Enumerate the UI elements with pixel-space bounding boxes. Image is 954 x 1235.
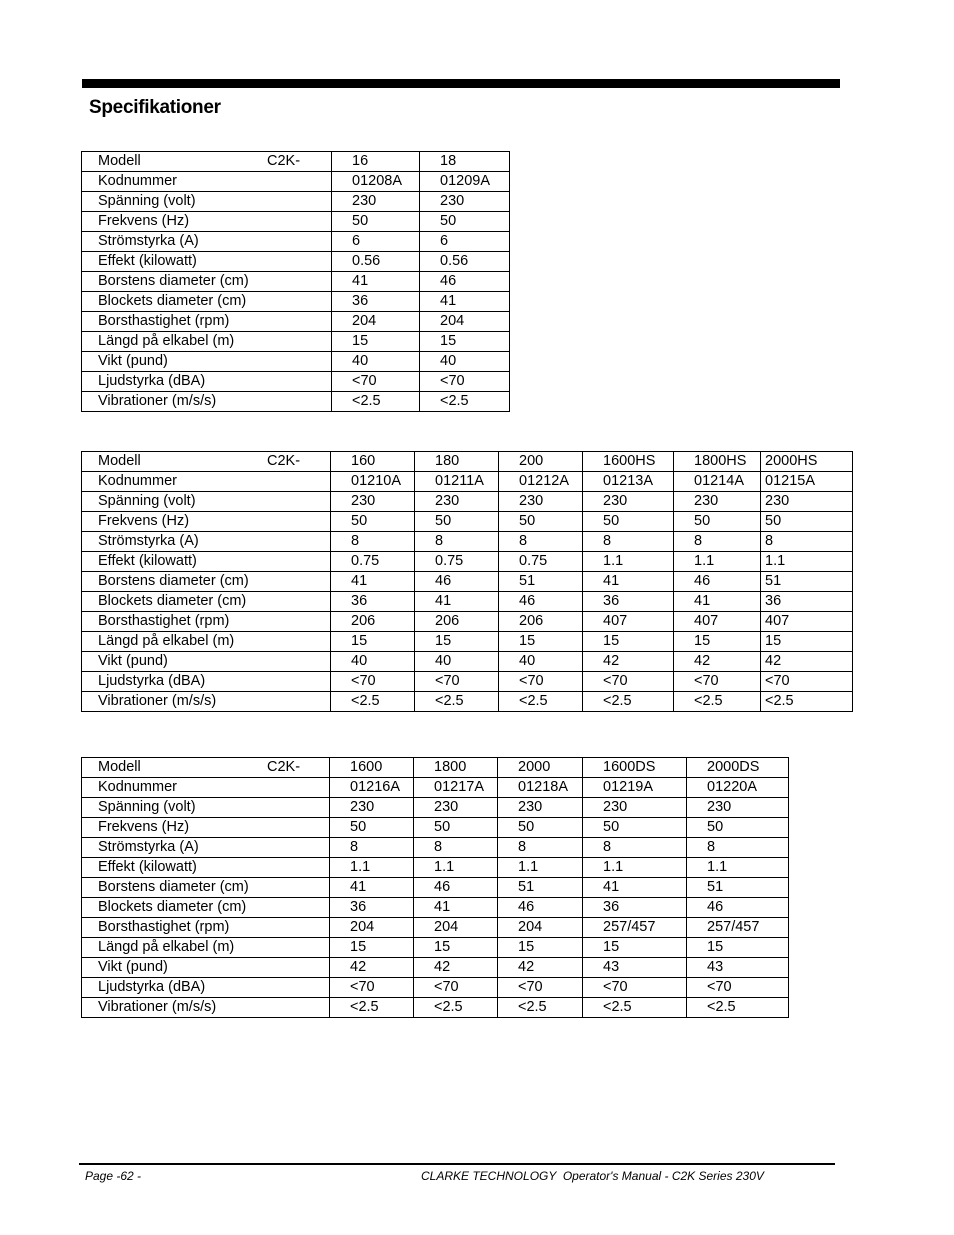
footer-rule	[79, 1163, 835, 1165]
spec-label-cell: Spänning (volt)	[82, 492, 331, 512]
spec-value-cell: 41	[583, 572, 674, 592]
spec-value-cell: 50	[414, 818, 498, 838]
table-row	[82, 472, 853, 492]
spec-value-cell: <70	[330, 978, 414, 998]
header-row	[82, 758, 789, 778]
spec-value-cell: 40	[331, 652, 415, 672]
model-prefix: C2K-	[267, 153, 301, 169]
spec-value-cell: 01220A	[687, 778, 789, 798]
spec-value-cell: 41	[332, 272, 420, 292]
spec-value-cell: 1.1	[687, 858, 789, 878]
table-row	[82, 958, 789, 978]
spec-value-cell: <70	[583, 672, 674, 692]
spec-value-cell: 43	[583, 958, 687, 978]
spec-value-cell: <70	[420, 372, 510, 392]
spec-label-cell: Borstens diameter (cm)	[82, 272, 332, 292]
page-title: Specifikationer	[89, 97, 221, 118]
model-number-cell: 16	[332, 152, 420, 172]
spec-value-cell: 8	[583, 532, 674, 552]
top-rule	[82, 79, 840, 88]
spec-label-cell: Ljudstyrka (dBA)	[82, 978, 330, 998]
spec-value-cell: 51	[498, 878, 583, 898]
spec-label-cell: Frekvens (Hz)	[82, 512, 331, 532]
spec-value-cell: <70	[332, 372, 420, 392]
spec-value-cell: 36	[332, 292, 420, 312]
table-row	[82, 192, 510, 212]
spec-value-cell: 8	[331, 532, 415, 552]
spec-value-cell: 0.75	[415, 552, 499, 572]
model-header-cell	[82, 152, 332, 172]
spec-value-cell: 50	[420, 212, 510, 232]
spec-value-cell: 230	[674, 492, 761, 512]
spec-value-cell: 407	[674, 612, 761, 632]
spec-label-cell: Strömstyrka (A)	[82, 838, 330, 858]
spec-label-cell: Effekt (kilowatt)	[82, 252, 332, 272]
spec-value-cell: 407	[761, 612, 853, 632]
spec-value-cell: 15	[761, 632, 853, 652]
spec-value-cell: 40	[415, 652, 499, 672]
spec-value-cell: 41	[415, 592, 499, 612]
spec-value-cell: <2.5	[687, 998, 789, 1018]
table-row	[82, 352, 510, 372]
model-number-cell: 1600	[330, 758, 414, 778]
spec-value-cell: 230	[415, 492, 499, 512]
spec-table-3	[81, 757, 789, 1018]
spec-value-cell: <2.5	[583, 998, 687, 1018]
spec-label-cell: Längd på elkabel (m)	[82, 938, 330, 958]
table-row	[82, 692, 853, 712]
spec-value-cell: 230	[331, 492, 415, 512]
spec-value-cell: 230	[414, 798, 498, 818]
table-row	[82, 512, 853, 532]
spec-value-cell: 46	[498, 898, 583, 918]
spec-value-cell: <2.5	[420, 392, 510, 412]
spec-table-2	[81, 451, 853, 712]
spec-value-cell: <2.5	[332, 392, 420, 412]
spec-value-cell: 8	[761, 532, 853, 552]
spec-value-cell: 01214A	[674, 472, 761, 492]
spec-label-cell: Längd på elkabel (m)	[82, 332, 332, 352]
table-row	[82, 632, 853, 652]
spec-value-cell: 204	[414, 918, 498, 938]
spec-label-cell: Borsthastighet (rpm)	[82, 312, 332, 332]
spec-value-cell: 01209A	[420, 172, 510, 192]
table-row	[82, 392, 510, 412]
spec-value-cell: 15	[498, 938, 583, 958]
footer-document-title: CLARKE TECHNOLOGY Operator's Manual - C2K Series 230V	[421, 1169, 764, 1183]
spec-value-cell: <70	[498, 978, 583, 998]
spec-value-cell: 51	[499, 572, 583, 592]
spec-value-cell: 0.75	[331, 552, 415, 572]
spec-value-cell: 46	[499, 592, 583, 612]
spec-value-cell: 1.1	[583, 858, 687, 878]
spec-value-cell: <2.5	[498, 998, 583, 1018]
spec-value-cell: <2.5	[583, 692, 674, 712]
spec-value-cell: <2.5	[674, 692, 761, 712]
spec-value-cell: 1.1	[761, 552, 853, 572]
spec-label-cell: Kodnummer	[82, 472, 331, 492]
spec-label-cell: Ljudstyrka (dBA)	[82, 672, 331, 692]
spec-value-cell: 230	[761, 492, 853, 512]
spec-value-cell: 01216A	[330, 778, 414, 798]
spec-value-cell: 36	[761, 592, 853, 612]
spec-label-cell: Vikt (pund)	[82, 958, 330, 978]
spec-value-cell: 36	[583, 898, 687, 918]
spec-value-cell: 50	[687, 818, 789, 838]
spec-value-cell: 50	[674, 512, 761, 532]
spec-label-cell: Längd på elkabel (m)	[82, 632, 331, 652]
table-row	[82, 672, 853, 692]
spec-value-cell: 15	[414, 938, 498, 958]
spec-value-cell: 230	[687, 798, 789, 818]
spec-label-cell: Blockets diameter (cm)	[82, 898, 330, 918]
spec-value-cell: 230	[499, 492, 583, 512]
spec-value-cell: 206	[415, 612, 499, 632]
spec-value-cell: 40	[332, 352, 420, 372]
spec-value-cell: 1.1	[414, 858, 498, 878]
spec-value-cell: 01219A	[583, 778, 687, 798]
spec-value-cell: 1.1	[583, 552, 674, 572]
spec-value-cell: 50	[415, 512, 499, 532]
spec-value-cell: 42	[498, 958, 583, 978]
table-row	[82, 592, 853, 612]
model-prefix: C2K-	[267, 453, 301, 469]
table-row	[82, 312, 510, 332]
table-row	[82, 532, 853, 552]
table-row	[82, 212, 510, 232]
spec-label-cell: Vikt (pund)	[82, 352, 332, 372]
spec-value-cell: 257/457	[687, 918, 789, 938]
spec-label-cell: Frekvens (Hz)	[82, 818, 330, 838]
spec-label-cell: Blockets diameter (cm)	[82, 592, 331, 612]
model-number-cell: 1800	[414, 758, 498, 778]
spec-label-cell: Vibrationer (m/s/s)	[82, 998, 330, 1018]
spec-value-cell: 15	[330, 938, 414, 958]
spec-value-cell: <70	[415, 672, 499, 692]
table-row	[82, 652, 853, 672]
spec-value-cell: 50	[761, 512, 853, 532]
spec-value-cell: 42	[414, 958, 498, 978]
spec-value-cell: <70	[499, 672, 583, 692]
header-row	[82, 452, 853, 472]
spec-label-cell: Strömstyrka (A)	[82, 232, 332, 252]
model-label: Modell	[98, 759, 141, 775]
spec-label-cell: Blockets diameter (cm)	[82, 292, 332, 312]
spec-value-cell: 36	[330, 898, 414, 918]
spec-value-cell: 8	[583, 838, 687, 858]
spec-value-cell: 50	[332, 212, 420, 232]
spec-value-cell: 15	[420, 332, 510, 352]
spec-value-cell: 01218A	[498, 778, 583, 798]
table-row	[82, 818, 789, 838]
spec-value-cell: 15	[499, 632, 583, 652]
spec-value-cell: 230	[583, 492, 674, 512]
spec-value-cell: 204	[420, 312, 510, 332]
spec-value-cell: 51	[687, 878, 789, 898]
spec-label-cell: Vibrationer (m/s/s)	[82, 692, 331, 712]
spec-label-cell: Borstens diameter (cm)	[82, 572, 331, 592]
spec-value-cell: 46	[420, 272, 510, 292]
spec-value-cell: 230	[330, 798, 414, 818]
table-row	[82, 292, 510, 312]
table-row	[82, 858, 789, 878]
spec-value-cell: 41	[674, 592, 761, 612]
table-row	[82, 232, 510, 252]
spec-value-cell: 0.56	[332, 252, 420, 272]
model-label: Modell	[98, 453, 141, 469]
spec-value-cell: 43	[687, 958, 789, 978]
spec-value-cell: 01215A	[761, 472, 853, 492]
spec-value-cell: 15	[687, 938, 789, 958]
table-row	[82, 938, 789, 958]
model-number-cell: 160	[331, 452, 415, 472]
spec-value-cell: 46	[414, 878, 498, 898]
table-row	[82, 978, 789, 998]
spec-value-cell: 41	[330, 878, 414, 898]
footer-page-number: Page -62 -	[85, 1169, 142, 1183]
spec-label-cell: Borsthastighet (rpm)	[82, 612, 331, 632]
model-header-cell	[82, 758, 330, 778]
model-number-cell: 1600HS	[583, 452, 674, 472]
spec-value-cell: 41	[420, 292, 510, 312]
spec-value-cell: <70	[331, 672, 415, 692]
header-row	[82, 152, 510, 172]
spec-label-cell: Vikt (pund)	[82, 652, 331, 672]
spec-value-cell: 50	[331, 512, 415, 532]
table-row	[82, 838, 789, 858]
spec-value-cell: 6	[332, 232, 420, 252]
spec-value-cell: 41	[331, 572, 415, 592]
spec-value-cell: 230	[420, 192, 510, 212]
model-number-cell: 2000	[498, 758, 583, 778]
spec-label-cell: Kodnummer	[82, 172, 332, 192]
spec-value-cell: 206	[499, 612, 583, 632]
spec-value-cell: 407	[583, 612, 674, 632]
spec-table-1	[81, 151, 510, 412]
spec-value-cell: 36	[583, 592, 674, 612]
table-row	[82, 778, 789, 798]
spec-value-cell: 01212A	[499, 472, 583, 492]
spec-value-cell: <70	[583, 978, 687, 998]
spec-label-cell: Effekt (kilowatt)	[82, 858, 330, 878]
model-label: Modell	[98, 153, 141, 169]
spec-value-cell: 01208A	[332, 172, 420, 192]
spec-value-cell: 15	[415, 632, 499, 652]
spec-value-cell: 206	[331, 612, 415, 632]
model-number-cell: 180	[415, 452, 499, 472]
spec-value-cell: 15	[331, 632, 415, 652]
spec-value-cell: 230	[498, 798, 583, 818]
table-row	[82, 492, 853, 512]
spec-value-cell: 50	[498, 818, 583, 838]
spec-value-cell: 41	[414, 898, 498, 918]
model-number-cell: 2000HS	[761, 452, 853, 472]
spec-value-cell: 8	[414, 838, 498, 858]
spec-label-cell: Spänning (volt)	[82, 798, 330, 818]
spec-value-cell: 15	[674, 632, 761, 652]
table-row	[82, 878, 789, 898]
spec-value-cell: 0.75	[499, 552, 583, 572]
spec-value-cell: 204	[498, 918, 583, 938]
spec-value-cell: <2.5	[499, 692, 583, 712]
spec-value-cell: 50	[330, 818, 414, 838]
table-row	[82, 898, 789, 918]
spec-value-cell: 46	[674, 572, 761, 592]
model-number-cell: 2000DS	[687, 758, 789, 778]
spec-value-cell: 01213A	[583, 472, 674, 492]
model-prefix: C2K-	[267, 759, 301, 775]
spec-value-cell: 230	[332, 192, 420, 212]
spec-value-cell: 8	[687, 838, 789, 858]
spec-value-cell: 50	[583, 512, 674, 532]
spec-value-cell: 8	[415, 532, 499, 552]
spec-value-cell: <2.5	[415, 692, 499, 712]
table-row	[82, 918, 789, 938]
spec-value-cell: <2.5	[414, 998, 498, 1018]
spec-value-cell: <70	[761, 672, 853, 692]
spec-value-cell: <2.5	[761, 692, 853, 712]
spec-value-cell: 15	[332, 332, 420, 352]
spec-value-cell: 46	[687, 898, 789, 918]
table-row	[82, 998, 789, 1018]
model-number-cell: 1600DS	[583, 758, 687, 778]
spec-label-cell: Ljudstyrka (dBA)	[82, 372, 332, 392]
spec-label-cell: Borstens diameter (cm)	[82, 878, 330, 898]
model-header-cell	[82, 452, 331, 472]
spec-value-cell: 50	[499, 512, 583, 532]
spec-label-cell: Effekt (kilowatt)	[82, 552, 331, 572]
spec-value-cell: <2.5	[330, 998, 414, 1018]
spec-value-cell: 40	[499, 652, 583, 672]
spec-value-cell: 6	[420, 232, 510, 252]
spec-value-cell: 204	[332, 312, 420, 332]
spec-value-cell: 1.1	[330, 858, 414, 878]
model-number-cell: 18	[420, 152, 510, 172]
spec-value-cell: <70	[674, 672, 761, 692]
spec-value-cell: 41	[583, 878, 687, 898]
spec-value-cell: 15	[583, 938, 687, 958]
table-row	[82, 552, 853, 572]
spec-value-cell: <70	[414, 978, 498, 998]
spec-label-cell: Spänning (volt)	[82, 192, 332, 212]
spec-value-cell: 42	[330, 958, 414, 978]
spec-value-cell: 36	[331, 592, 415, 612]
spec-label-cell: Borsthastighet (rpm)	[82, 918, 330, 938]
spec-value-cell: 1.1	[498, 858, 583, 878]
spec-value-cell: 1.1	[674, 552, 761, 572]
table-row	[82, 272, 510, 292]
spec-value-cell: 42	[761, 652, 853, 672]
spec-value-cell: 8	[330, 838, 414, 858]
spec-value-cell: 42	[583, 652, 674, 672]
spec-label-cell: Kodnummer	[82, 778, 330, 798]
spec-value-cell: <70	[687, 978, 789, 998]
table-row	[82, 572, 853, 592]
spec-value-cell: 01217A	[414, 778, 498, 798]
table-row	[82, 252, 510, 272]
table-row	[82, 372, 510, 392]
spec-label-cell: Vibrationer (m/s/s)	[82, 392, 332, 412]
table-row	[82, 332, 510, 352]
spec-value-cell: <2.5	[331, 692, 415, 712]
spec-value-cell: 8	[498, 838, 583, 858]
spec-label-cell: Strömstyrka (A)	[82, 532, 331, 552]
spec-label-cell: Frekvens (Hz)	[82, 212, 332, 232]
spec-value-cell: 50	[583, 818, 687, 838]
table-row	[82, 612, 853, 632]
spec-value-cell: 0.56	[420, 252, 510, 272]
spec-value-cell: 230	[583, 798, 687, 818]
spec-value-cell: 01211A	[415, 472, 499, 492]
spec-value-cell: 42	[674, 652, 761, 672]
spec-value-cell: 40	[420, 352, 510, 372]
model-number-cell: 200	[499, 452, 583, 472]
spec-value-cell: 257/457	[583, 918, 687, 938]
spec-value-cell: 15	[583, 632, 674, 652]
table-row	[82, 798, 789, 818]
spec-value-cell: 8	[499, 532, 583, 552]
spec-value-cell: 01210A	[331, 472, 415, 492]
spec-value-cell: 8	[674, 532, 761, 552]
spec-value-cell: 46	[415, 572, 499, 592]
model-number-cell: 1800HS	[674, 452, 761, 472]
spec-value-cell: 204	[330, 918, 414, 938]
table-row	[82, 172, 510, 192]
spec-value-cell: 51	[761, 572, 853, 592]
